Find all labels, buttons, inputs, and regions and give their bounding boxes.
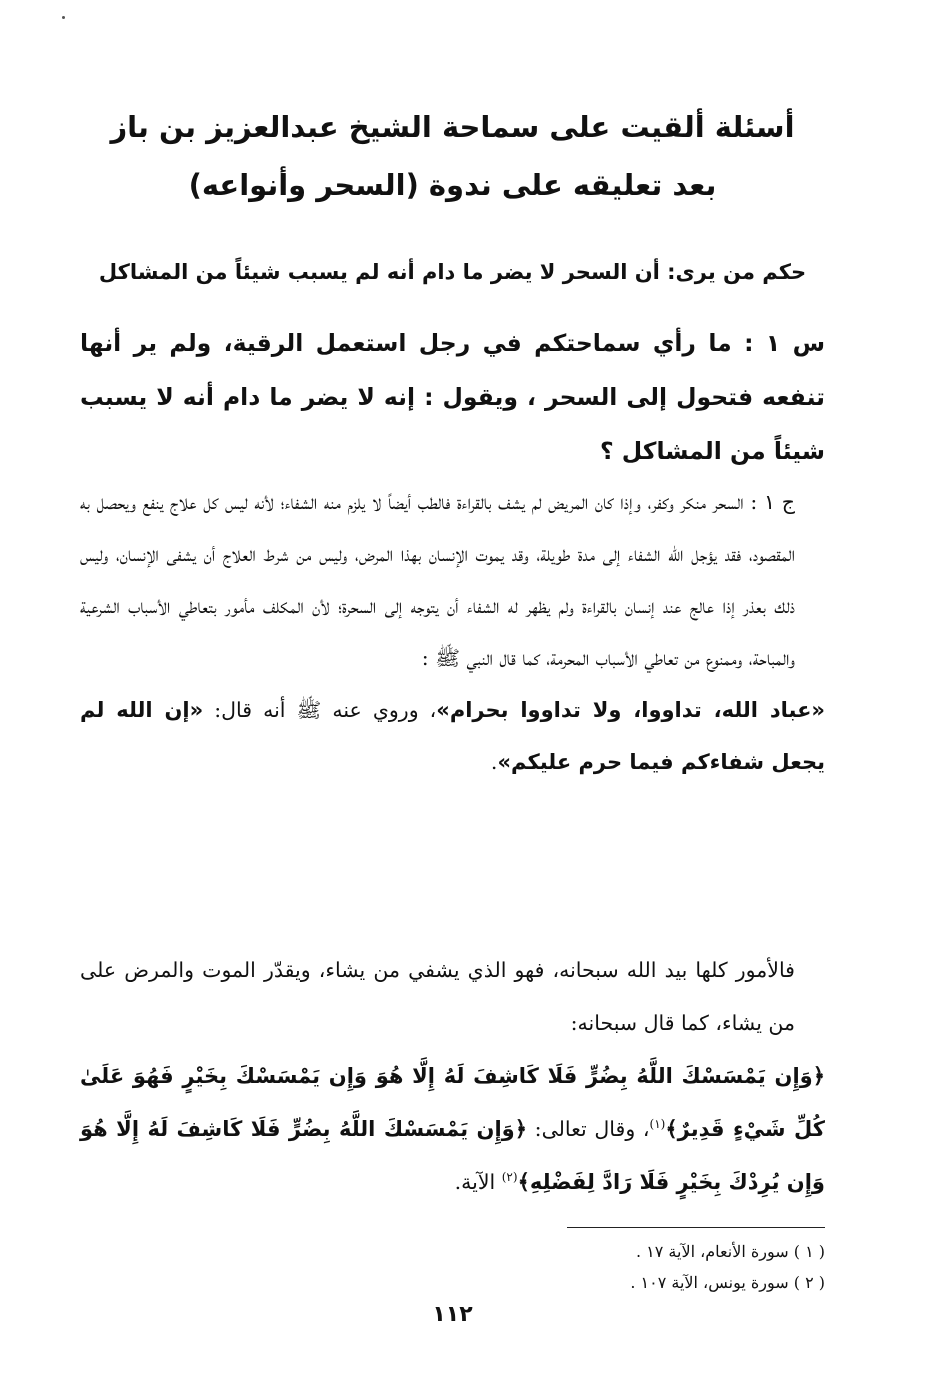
section-title [80,98,825,214]
section-title-line-2: بعد تعليقه على ندوة (السحر وأنواعه) [188,168,717,202]
footnote-1: ( ١ ) سورة الأنعام، الآية ١٧ . [635,1242,825,1261]
question-text: س ١ : ما رأي سماحتكم في رجل استعمل الرقية، ولم ير أنها تنفعه فتحول إلى السحر ، ويقول : إنه لا يضر ما دام أنه لا يسبب شيئاً من المشاكل ؟ [80,329,826,465]
quran-verse-1: ﴿وَإِن يَمْسَسْكَ اللَّهُ بِضُرٍّ فَلَا كَاشِفَ لَهُ إِلَّا هُوَ وَإِن يَمْسَسْكَ بِخَيْرٍ فَهُوَ عَلَىٰ كُلِّ شَيْءٍ قَدِيرٌ﴾ [80,1064,825,1141]
scan-speck [62,16,65,19]
answer-text-between: ، وروي عنه ﷺ أنه قال: [203,698,437,722]
second-paragraph-end: الآية. [454,1170,502,1194]
footnote-2: ( ٢ ) سورة يونس، الآية ١٠٧ . [630,1273,825,1292]
book-page [80,0,825,1379]
footnote-divider [567,1227,825,1228]
hadith-quote-1: «عباد الله، تداووا، ولا تداووا بحرام» [436,698,825,722]
quran-verse-2: ﴿وَإِن يَمْسَسْكَ اللَّهُ بِضُرٍّ فَلَا كَاشِفَ لَهُ إِلَّا هُوَ وَإِن يُرِدْكَ بِخَيْرٍ فَلَا رَادَّ لِفَضْلِهِ﴾ [80,1117,825,1194]
footnote-ref-2: (٢) [501,1170,518,1185]
footnote-ref-1: (١) [649,1117,666,1132]
question-heading: حكم من يرى: أن السحر لا يضر ما دام أنه لم يسبب شيئاً من المشاكل [98,260,807,284]
answer-paragraph [80,476,825,788]
page-number: ١١٢ [432,1302,473,1327]
second-paragraph-middle: ، وقال تعالى: [527,1117,650,1141]
section-title-line-1: أسئلة ألقيت على سماحة الشيخ عبدالعزيز بن باز [110,110,795,144]
second-paragraph-start: فالأمور كلها بيد الله سبحانه، فهو الذي يشفي من يشاء، ويقدّر الموت والمرض على من يشاء، كما قال سبحانه: [80,958,795,1035]
second-paragraph [80,944,825,1209]
answer-text-start: ج ١ : السحر منكر وكفر، وإذا كان المريض لم يشف بالقراءة فالطب أيضاً لا يلزم منه الشفاء؛ لأنه ليس كل علاج ينفع ويحصل به المقصود، فقد يؤجل الله الشفاء إلى مدة طويلة، وقد يموت الإنسان بهذا المرض، وليس من شرط العلاج أن يشفى الإنسان، وليس ذلك بعذر إذا عالج عند إنسان بالقراءة ولم يظهر له الشفاء أن يتوجه إلى السحرة؛ لأن المكلف مأمور بتعاطي الأسباب الشرعية والمباحة، وممنوع من تعاطي الأسباب المحرمة، كما قال النبي ﷺ : [80,490,795,670]
hadith-quote-2: «إن الله لم يجعل شفاءكم فيما حرم عليكم» [80,698,825,774]
answer-text-end: . [490,750,498,774]
footnotes-list [405,1236,825,1298]
